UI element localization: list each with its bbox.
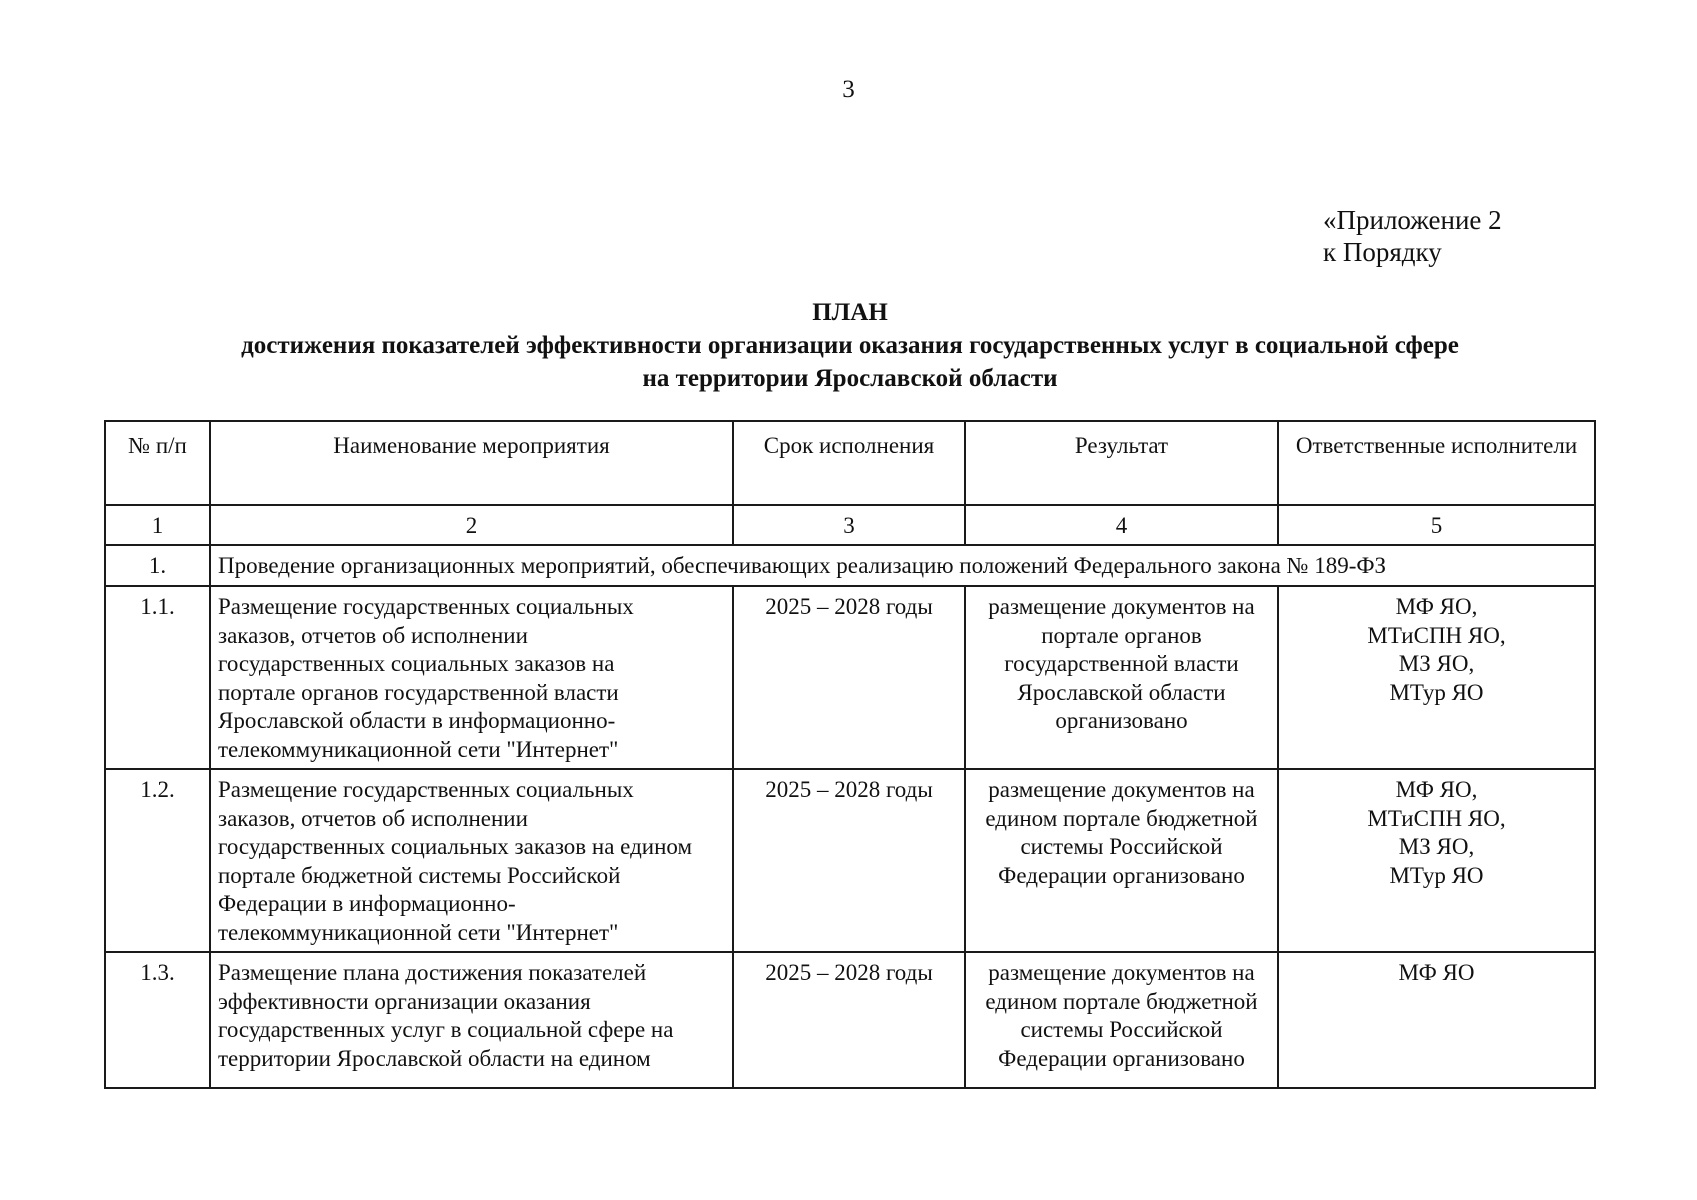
table-header-row (105, 421, 1595, 505)
row-responsible-line: МФ ЯО, (1395, 777, 1478, 802)
row-responsible-line: МТур ЯО (1389, 679, 1484, 705)
row-name-line: заказов, отчетов об исполнении (218, 805, 528, 831)
row-responsible (1278, 586, 1595, 769)
row-responsible (1278, 769, 1595, 952)
row-responsible-line: МЗ ЯО, (1398, 834, 1475, 859)
row-result (965, 586, 1278, 769)
row-name-line: Размещение плана достижения показателей (218, 960, 647, 985)
row-name-line: территории Ярославской области на едином (218, 1045, 651, 1071)
row-result (965, 769, 1278, 952)
row-responsible-line: МФ ЯО (1398, 960, 1475, 985)
row-name-line: Размещение государственных социальных (218, 594, 634, 619)
appendix-line-2: к Порядку (1323, 237, 1442, 267)
row-result-line: размещение документов на (988, 777, 1255, 802)
table-row (105, 586, 1595, 769)
row-result-line: системы Российской (1020, 1017, 1223, 1042)
title-line-3: на территории Ярославской области (642, 365, 1058, 392)
row-name-line: заказов, отчетов об исполнении (218, 622, 528, 648)
row-name-line: государственных социальных заказов на (218, 651, 615, 676)
title-line-2: достижения показателей эффективности организации оказания государственных услуг в социальной сфере (241, 332, 1459, 359)
title-line-1: ПЛАН (812, 299, 888, 326)
row-result-line: системы Российской (1020, 834, 1223, 859)
row-number: 1.3. (105, 952, 210, 1088)
section-number: 1. (105, 545, 210, 587)
column-number: 1 (105, 505, 210, 545)
header-number-line-2: п/п (155, 433, 187, 458)
row-responsible-line: МТур ЯО (1389, 862, 1484, 888)
row-number: 1.2. (105, 769, 210, 952)
column-number: 2 (210, 505, 733, 545)
row-responsible-line: МТиСПН ЯО, (1367, 622, 1506, 648)
row-responsible (1278, 952, 1595, 1088)
row-name-line: эффективности организации оказания (218, 988, 591, 1014)
row-result-line: Ярославской области (1017, 679, 1226, 705)
column-number: 3 (733, 505, 965, 545)
row-result (965, 952, 1278, 1088)
row-result-line: размещение документов на (988, 594, 1255, 619)
row-name-line: Размещение государственных социальных (218, 777, 634, 802)
plan-table (104, 420, 1596, 1089)
header-responsible: Ответственные исполнители (1278, 421, 1595, 505)
row-name (210, 586, 733, 769)
column-number: 4 (965, 505, 1278, 545)
appendix-line-1: «Приложение 2 (1323, 205, 1502, 235)
row-name-line: Федерации в информационно- (218, 891, 516, 916)
column-number-row (105, 505, 1595, 545)
row-term: 2025 – 2028 годы (733, 952, 965, 1088)
table-row (105, 952, 1595, 1088)
document-title (100, 296, 1600, 395)
row-term: 2025 – 2028 годы (733, 769, 965, 952)
row-name (210, 769, 733, 952)
row-name-line: государственных услуг в социальной сфере на (218, 1017, 674, 1042)
header-result: Результат (965, 421, 1278, 505)
column-number: 5 (1278, 505, 1595, 545)
row-result-line: едином портале бюджетной (985, 988, 1258, 1014)
row-result-line: размещение документов на (988, 960, 1255, 985)
row-responsible-line: МФ ЯО, (1395, 594, 1478, 619)
row-name-line: государственных социальных заказов на едином (218, 834, 693, 859)
row-result-line: организовано (1055, 708, 1188, 733)
table-row (105, 769, 1595, 952)
row-responsible-line: МТиСПН ЯО, (1367, 805, 1506, 831)
row-name-line: портале бюджетной системы Российской (218, 862, 621, 888)
row-name-line: телекоммуникационной сети "Интернет" (218, 736, 619, 762)
row-name (210, 952, 733, 1088)
row-responsible-line: МЗ ЯО, (1398, 651, 1475, 676)
row-result-line: государственной власти (1004, 651, 1239, 676)
row-term: 2025 – 2028 годы (733, 586, 965, 769)
row-result-line: едином портале бюджетной (985, 805, 1258, 831)
row-result-line: портале органов (1041, 622, 1202, 648)
section-row (105, 545, 1595, 587)
row-result-line: Федерации организовано (998, 1045, 1245, 1071)
row-result-line: Федерации организовано (998, 862, 1245, 888)
header-name: Наименование мероприятия (210, 421, 733, 505)
row-name-line: телекоммуникационной сети "Интернет" (218, 919, 619, 945)
header-term: Срок исполнения (733, 421, 965, 505)
page-number: 3 (842, 76, 855, 103)
row-name-line: портале органов государственной власти (218, 679, 619, 705)
header-number (105, 421, 210, 505)
header-number-line-1: № (128, 433, 151, 458)
appendix-note (1323, 204, 1502, 268)
row-name-line: Ярославской области в информационно- (218, 708, 616, 733)
row-number: 1.1. (105, 586, 210, 769)
section-title: Проведение организационных мероприятий, обеспечивающих реализацию положений Федерального закона № 189-ФЗ (210, 545, 1595, 587)
